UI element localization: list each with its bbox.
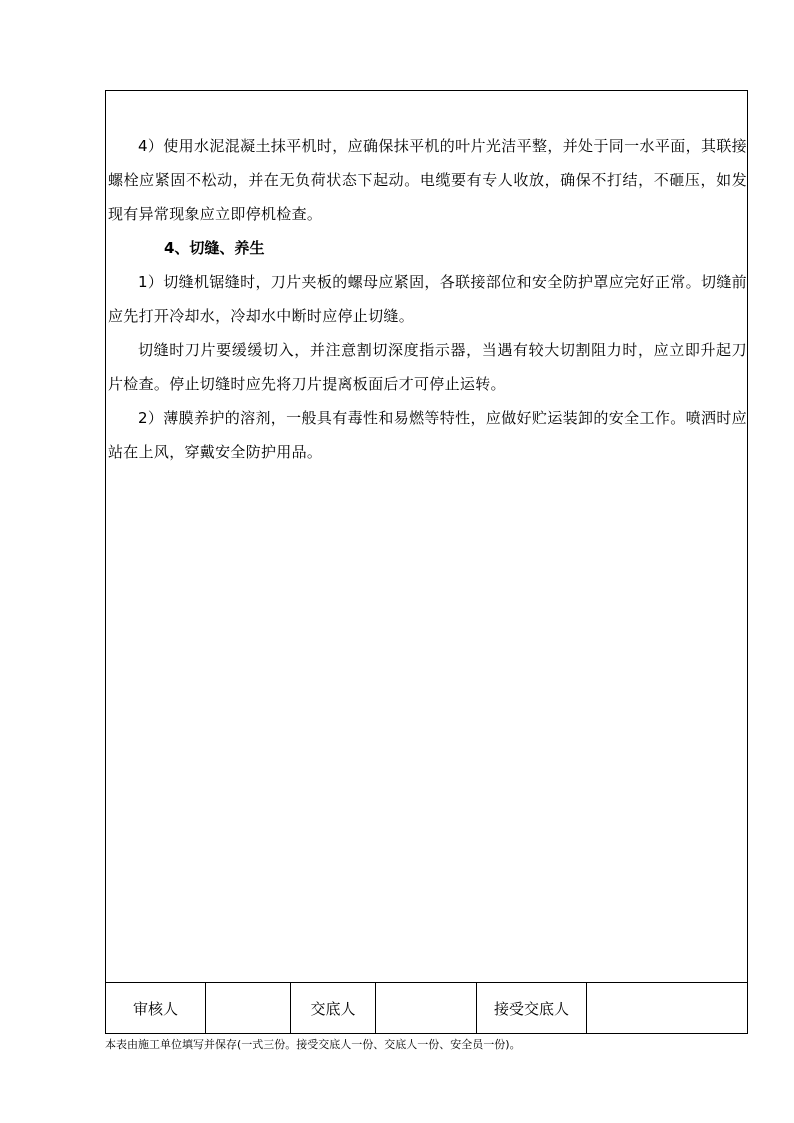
signature-row	[106, 982, 747, 1034]
paragraph-cutting-1: 1）切缝机锯缝时，刀片夹板的螺母应紧固，各联接部位和安全防护罩应完好正常。切缝前应先打开冷却水，冷却水中断时应停止切缝。	[108, 273, 747, 325]
receiver-label: 接受交底人	[477, 983, 587, 1034]
paragraph-film-curing: 2）薄膜养护的溶剂，一般具有毒性和易燃等特性，应做好贮运装卸的安全工作。喷洒时应站在上风，穿戴安全防护用品。	[108, 409, 747, 461]
content-cell	[106, 91, 747, 981]
reviewer-label: 审核人	[106, 983, 206, 1034]
paragraph-troweling-machine: 4）使用水泥混凝土抹平机时，应确保抹平机的叶片光洁平整，并处于同一水平面，其联接螺栓应紧固不松动，并在无负荷状态下起动。电缆要有专人收放，确保不打结，不砸压，如发现有异常现象应立即停机检查。	[108, 137, 747, 223]
reviewer-signature-field[interactable]	[206, 983, 291, 1034]
section-heading-cutting-curing: 4、切缝、养生	[164, 239, 265, 257]
discloser-signature-field[interactable]	[376, 983, 477, 1034]
paragraph-cutting-2: 切缝时刀片要缓缓切入，并注意割切深度指示器，当遇有较大切割阻力时，应立即升起刀片检查。停止切缝时应先将刀片提离板面后才可停止运转。	[108, 341, 747, 393]
form-footnote: 本表由施工单位填写并保存(一式三份。接受交底人一份、交底人一份、安全员一份)。	[105, 1038, 521, 1051]
disclosure-form-table	[105, 90, 748, 1034]
receiver-signature-field[interactable]	[587, 983, 747, 1034]
discloser-label: 交底人	[291, 983, 376, 1034]
